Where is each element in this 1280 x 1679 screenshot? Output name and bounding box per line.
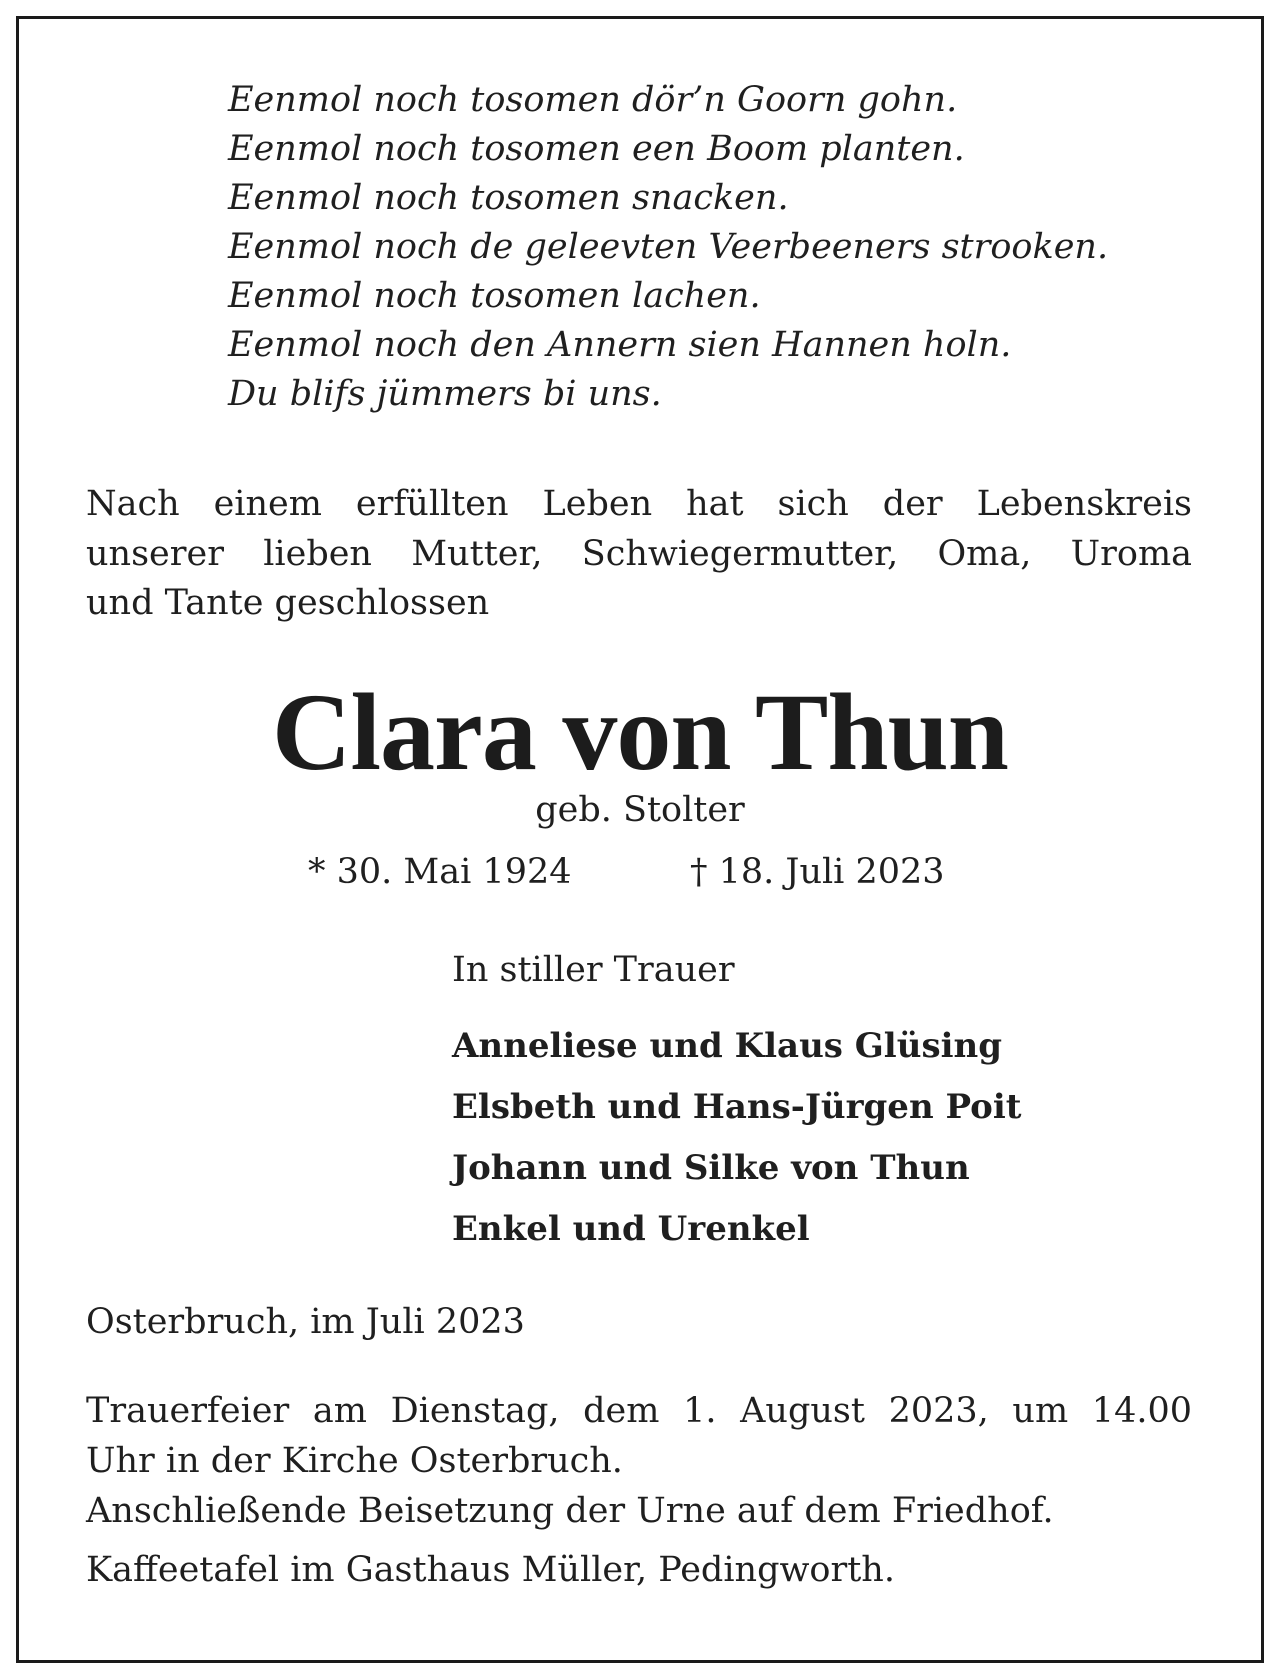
death-date: † 18. Juli 2023 [690,852,945,892]
mourners-list [452,1016,1021,1260]
coffee-info: Kaffeetafel im Gasthaus Müller, Pedingworth. [86,1550,895,1590]
mourner-name: Anneliese und Klaus Glüsing [452,1026,1002,1066]
intro-line: und Tante geschlossen [86,583,490,623]
poem [228,76,1108,419]
mourner-name: Elsbeth und Hans-Jürgen Poit [452,1087,1022,1127]
funeral-line: Uhr in der Kirche Osterbruch. [86,1441,623,1481]
poem-line: Eenmol noch den Annern sien Hannen holn. [228,325,1012,365]
deceased-name: Clara von Thun [272,671,1008,793]
mourner-name: Enkel und Urenkel [452,1209,810,1249]
poem-line: Eenmol noch tosomen een Boom planten. [228,129,965,169]
poem-line: Eenmol noch tosomen snacken. [228,178,789,218]
funeral-line: Trauerfeier am Dienstag, dem 1. August 2023, um 14.00 [86,1391,1192,1431]
funeral-info [86,1386,1192,1536]
poem-line: Eenmol noch de geleevten Veerbeeners strooken. [228,227,1109,267]
intro-line: unserer lieben Mutter, Schwiegermutter, Oma, Uroma [86,533,1192,574]
poem-line: Eenmol noch tosomen lachen. [228,276,761,316]
mourner-name: Johann und Silke von Thun [452,1148,970,1188]
place-date: Osterbruch, im Juli 2023 [86,1302,525,1342]
poem-line: Du blifs jümmers bi uns. [228,374,662,414]
mourning-heading: In stiller Trauer [452,950,735,990]
intro-line: Nach einem erfüllten Leben hat sich der Lebenskreis [86,484,1192,524]
poem-line: Eenmol noch tosomen dör’n Goorn gohn. [228,80,958,120]
birth-date: * 30. Mai 1924 [308,852,572,892]
maiden-name: geb. Stolter [535,790,745,830]
intro-text [86,480,1192,629]
funeral-line: Anschließende Beisetzung der Urne auf dem Friedhof. [86,1491,1054,1531]
